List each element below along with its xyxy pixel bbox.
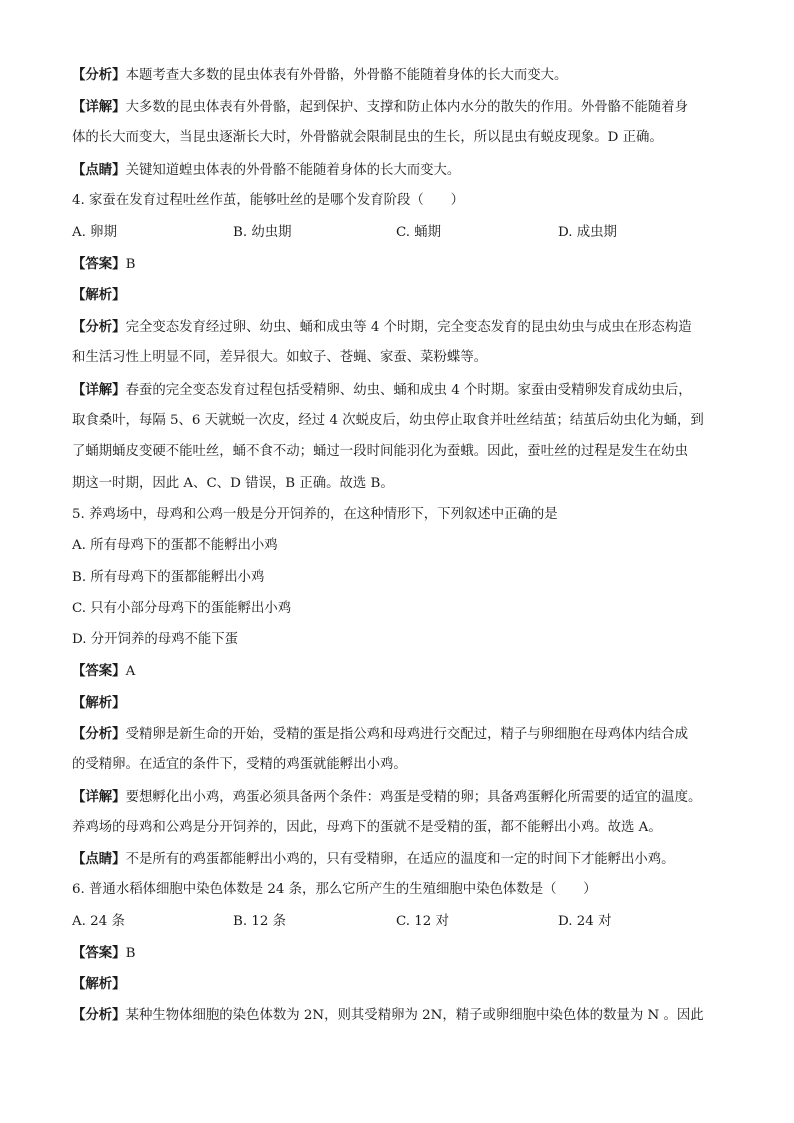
- q4-answer: B: [125, 257, 136, 272]
- q5-analysis-line-1: [72, 725, 688, 744]
- detail-tag: 【详解】: [72, 382, 126, 398]
- q6-option-c: C. 12 对: [396, 914, 449, 929]
- q3-comment-line: [72, 161, 460, 180]
- detail-tag: 【详解】: [72, 99, 126, 115]
- q3-detail-text-1: 大多数的昆虫体表有外骨骼，起到保护、支撑和防止体内水分的散失的作用。外骨骼不能随着身: [125, 100, 688, 115]
- q4-option-b: B. 幼虫期: [233, 225, 292, 240]
- q6-option-b: B. 12 条: [233, 914, 287, 929]
- q6-analysis-text-1: 某种生物体细胞的染色体数为 2N，则其受精卵为 2N，精子或卵细胞中染色体的数量为 N 。因此: [125, 1008, 704, 1023]
- q5-stem: 5. 养鸡场中，母鸡和公鸡一般是分开饲养的，在这种情形下，下列叙述中正确的是: [72, 507, 558, 522]
- answer-tag: 【答案】: [72, 663, 126, 679]
- q3-comment-text: 关键知道蝗虫体表的外骨骼不能随着身体的长大而变大。: [125, 163, 461, 178]
- q6-stem: 6. 普通水稻体细胞中染色体数是 24 条，那么它所产生的生殖细胞中染色体数是（ ）: [72, 882, 597, 897]
- q3-detail-line-2: 体的长大而变大，当昆虫逐渐长大时，外骨骼就会限制昆虫的生长，所以昆虫有蜕皮现象。D 正确。: [72, 130, 663, 145]
- q4-detail-line-2: 取食桑叶，每隔 5、6 天就蜕一次皮，经过 4 次蜕皮后，幼虫停止取食并吐丝结茧；结茧后幼虫化为蛹，到: [72, 413, 704, 428]
- q5-comment-line: [72, 850, 675, 869]
- q4-option-c: C. 蛹期: [396, 225, 442, 240]
- q4-detail-line-1: [72, 381, 692, 400]
- q5-option-c: C. 只有小部分母鸡下的蛋能孵出小鸡: [72, 601, 292, 616]
- q5-jiexi: 【解析】: [72, 695, 126, 711]
- q5-analysis-line-2: 的受精卵。在适宜的条件下，受精的鸡蛋就能孵出小鸡。: [72, 757, 407, 772]
- q5-option-d: D. 分开饲养的母鸡不能下蛋: [72, 632, 239, 647]
- q6-option-a: A. 24 条: [72, 914, 125, 929]
- q4-analysis-line-1: [72, 318, 692, 337]
- q5-answer: A: [125, 664, 136, 679]
- q4-analysis-line-2: 和生活习性上明显不同，差异很大。如蚊子、苍蝇、家蚕、菜粉蝶等。: [72, 350, 488, 365]
- q5-option-b: B. 所有母鸡下的蛋都能孵出小鸡: [72, 570, 265, 585]
- q5-detail-line-2: 养鸡场的母鸡和公鸡是分开饲养的，因此，母鸡下的蛋就不是受精的蛋，都不能孵出小鸡。故选 A。: [72, 820, 662, 835]
- q4-option-a: A. 卵期: [72, 225, 117, 240]
- q4-detail-text-1: 春蚕的完全变态发育过程包括受精卵、幼虫、蛹和成虫 4 个时期。家蚕由受精卵发育成幼虫后，: [125, 383, 692, 398]
- q5-option-a: A. 所有母鸡下的蛋都不能孵出小鸡: [72, 538, 278, 553]
- q6-analysis-line-1: [72, 1006, 704, 1025]
- analysis-tag: 【分析】: [72, 726, 126, 742]
- q4-option-d: D. 成虫期: [558, 225, 617, 240]
- q5-analysis-text-1: 受精卵是新生命的开始，受精的蛋是指公鸡和母鸡进行交配过，精子与卵细胞在母鸡体内结合成: [125, 727, 688, 742]
- answer-tag: 【答案】: [72, 945, 126, 961]
- q4-answer-line: [72, 255, 135, 274]
- analysis-tag: 【分析】: [72, 67, 126, 83]
- q4-analysis-text-1: 完全变态发育经过卵、幼虫、蛹和成虫等 4 个时期，完全变态发育的昆虫幼虫与成虫在形态构造: [125, 320, 692, 335]
- q4-detail-line-3: 了蛹期蛹皮变硬不能吐丝，蛹不食不动；蛹过一段时间能羽化为蚕蛾。因此，蚕吐丝的过程是发生在幼虫: [72, 444, 688, 459]
- q4-detail-line-4: 期这一时期，因此 A、C、D 错误，B 正确。故选 B。: [72, 476, 394, 491]
- analysis-tag: 【分析】: [72, 1007, 126, 1023]
- q3-analysis-text: 本题考查大多数的昆虫体表有外骨骼，外骨骼不能随着身体的长大而变大。: [125, 68, 568, 83]
- q5-detail-text-1: 要想孵化出小鸡，鸡蛋必须具备两个条件：鸡蛋是受精的卵；具备鸡蛋孵化所需要的适宜的温度。: [125, 790, 702, 805]
- q5-answer-line: [72, 662, 135, 681]
- answer-tag: 【答案】: [72, 256, 126, 272]
- comment-tag: 【点睛】: [72, 851, 126, 867]
- q3-analysis-line: [72, 66, 567, 85]
- q6-jiexi: 【解析】: [72, 976, 126, 992]
- q3-detail-line-1: [72, 98, 688, 117]
- analysis-tag: 【分析】: [72, 319, 126, 335]
- q6-answer: B: [125, 946, 136, 961]
- q5-detail-line-1: [72, 788, 701, 807]
- q6-answer-line: [72, 944, 135, 963]
- q4-jiexi: 【解析】: [72, 287, 126, 303]
- comment-tag: 【点睛】: [72, 162, 126, 178]
- q4-stem: 4. 家蚕在发育过程吐丝作茧，能够吐丝的是哪个发育阶段（ ）: [72, 193, 464, 208]
- detail-tag: 【详解】: [72, 789, 126, 805]
- q5-comment-text: 不是所有的鸡蛋都能孵出小鸡的，只有受精卵，在适应的温度和一定的时间下才能孵出小鸡。: [125, 852, 675, 867]
- q6-option-d: D. 24 对: [558, 914, 612, 929]
